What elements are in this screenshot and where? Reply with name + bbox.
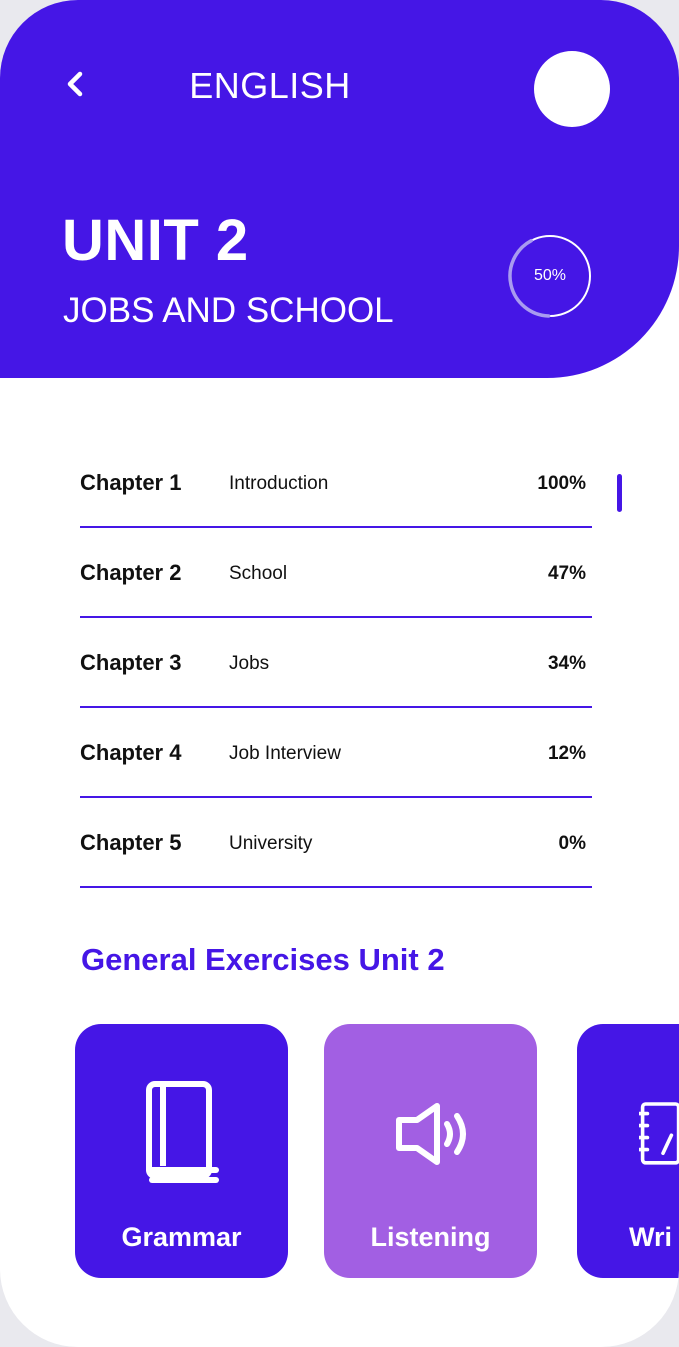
writing-card[interactable] [577,1024,679,1278]
chapter-progress: 100% [537,473,586,494]
chapter-topic: Introduction [229,473,329,494]
chapter-topic: School [229,563,288,584]
chapter-list-scrollbar[interactable] [617,474,622,512]
card-label: Listening [370,1222,491,1252]
chapter-name: Chapter 1 [80,470,182,495]
chapter-progress: 47% [547,563,586,584]
listening-card[interactable] [324,1024,537,1278]
book-icon [132,1076,232,1192]
chapter-topic: University [229,833,313,854]
chapter-progress: 34% [547,653,586,674]
chapter-progress: 0% [558,833,586,854]
unit-progress-label: 50% [533,267,567,284]
chapter-topic: Jobs [229,653,270,674]
chapter-row[interactable] [80,438,592,528]
chapter-row[interactable] [80,708,592,798]
chapter-row[interactable] [80,528,592,618]
notebook-icon [639,1076,679,1192]
chapter-list [80,438,592,888]
speaker-icon [381,1076,481,1192]
chapter-name: Chapter 3 [80,650,182,675]
chapter-name: Chapter 2 [80,560,182,585]
chapter-row[interactable] [80,798,592,888]
unit-title: UNIT 2 [62,208,249,273]
chapter-row[interactable] [80,618,592,708]
chapter-progress: 12% [547,743,586,764]
back-icon[interactable] [60,66,90,102]
exercise-cards [0,1024,679,1279]
chapter-name: Chapter 5 [80,830,182,855]
avatar[interactable] [534,51,610,127]
grammar-card[interactable] [75,1024,288,1278]
unit-header [0,0,679,378]
chapter-topic: Job Interview [229,743,341,764]
page-title: ENGLISH [189,65,351,106]
card-label: Wri [629,1222,673,1252]
chapter-name: Chapter 4 [80,740,182,765]
unit-subtitle: JOBS AND SCHOOL [63,291,394,330]
card-label: Grammar [121,1222,242,1252]
exercises-section-title: General Exercises Unit 2 [81,942,445,977]
